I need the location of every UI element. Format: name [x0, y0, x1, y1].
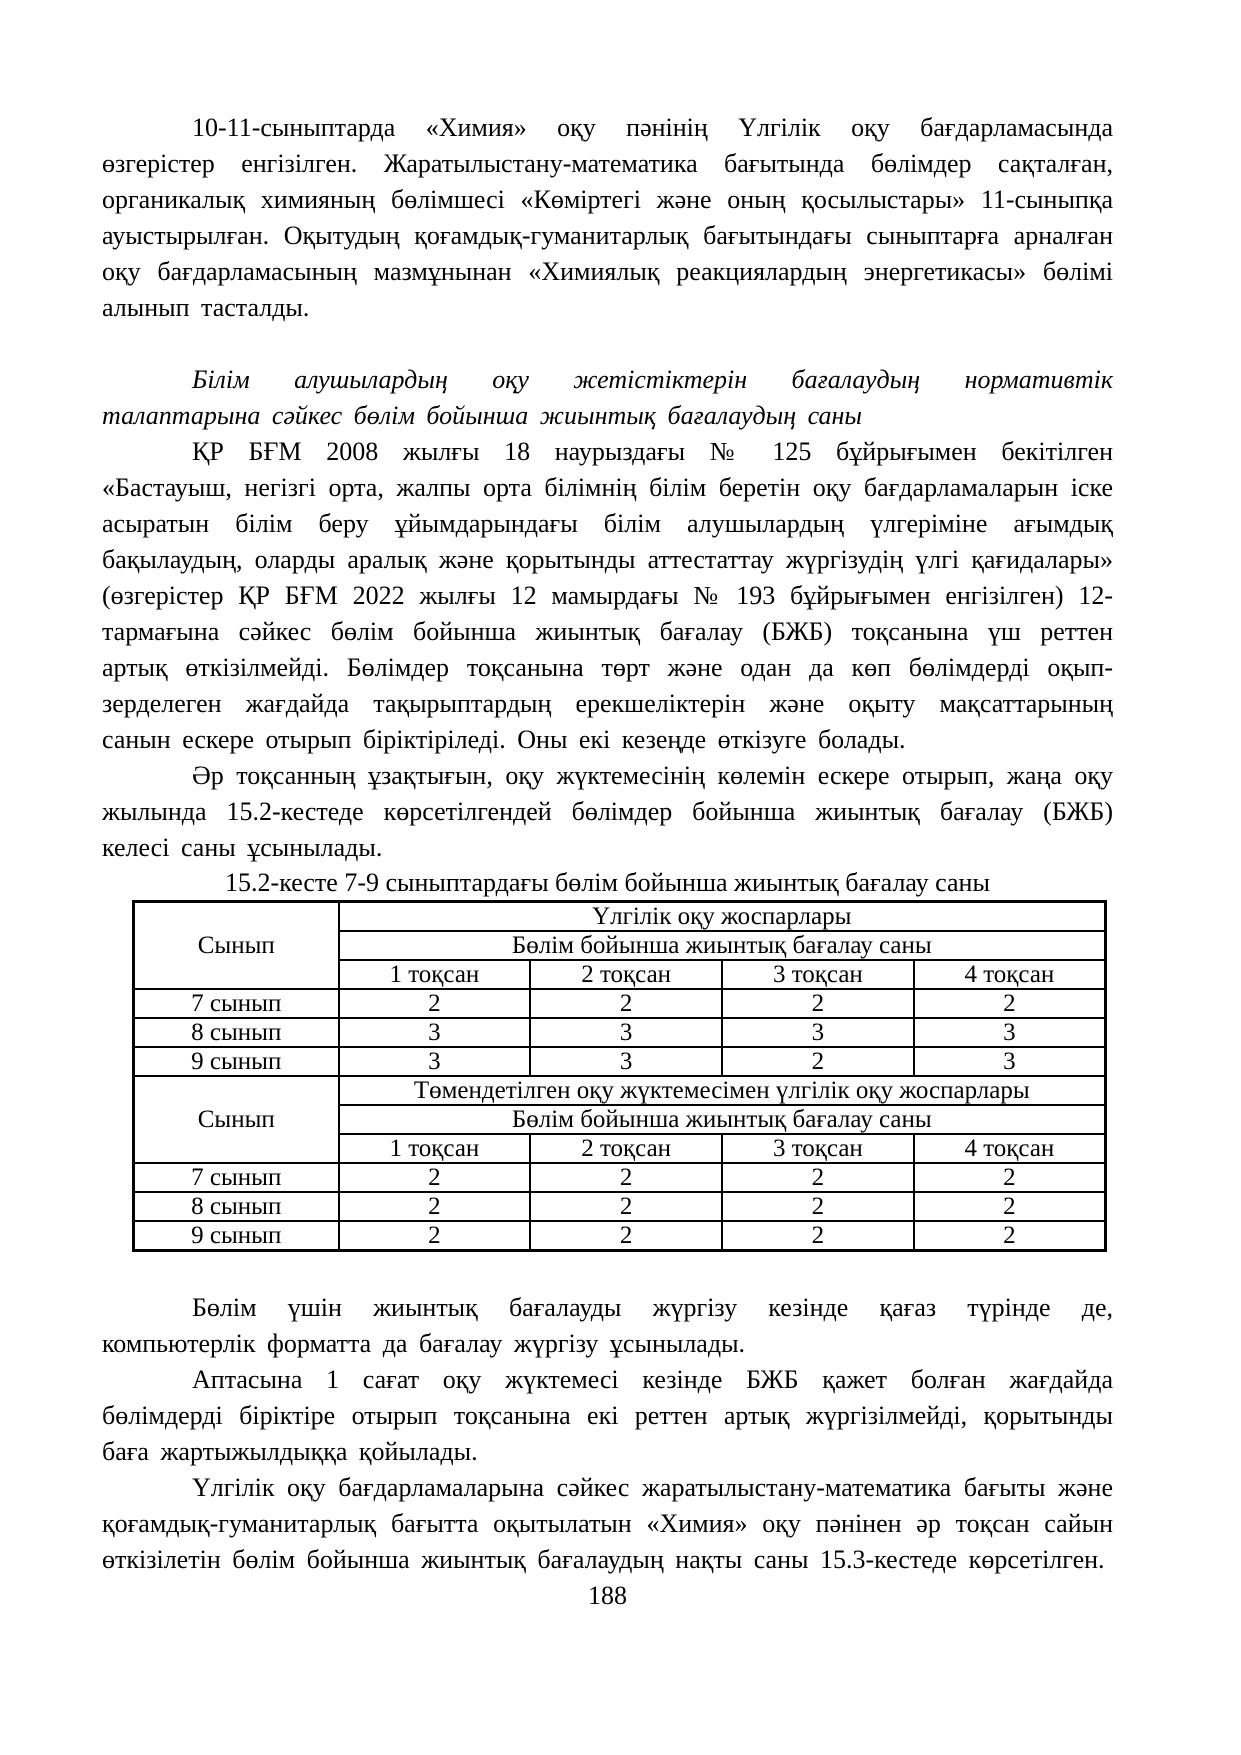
assessment-count-cell: 2: [530, 1163, 722, 1192]
table-row: [134, 1192, 1106, 1221]
normative-heading: Білім алушылардың оқу жетістіктерін бағалаудың нормативтік талаптарына сәйкес бөлім бойынша жиынтық бағалаудың саны: [102, 365, 1113, 430]
class-row-label: 7 сынып: [134, 989, 339, 1018]
assessment-count-cell: 2: [339, 989, 531, 1018]
plan-type-header: Төмендетілген оқу жүктемесімен үлгілік оқу жоспарлары: [339, 1076, 1106, 1105]
assessment-count-cell: 2: [722, 1221, 914, 1251]
plan-type-header: Үлгілік оқу жоспарлары: [339, 902, 1106, 932]
class-column-header: Сынып: [134, 1076, 339, 1163]
assessment-count-cell: 2: [914, 1221, 1106, 1251]
quarter-header: 4 тоқсан: [914, 1134, 1106, 1163]
table-caption: 15.2-кесте 7-9 сыныптардағы бөлім бойынша жиынтық бағалау саны: [225, 868, 990, 897]
assessment-count-cell: 2: [339, 1163, 531, 1192]
table-row: [134, 1047, 1106, 1076]
assessment-count-cell: 2: [530, 989, 722, 1018]
sub-header: Бөлім бойынша жиынтық бағалау саны: [339, 1105, 1106, 1134]
table-row: [134, 1221, 1106, 1251]
table-row: [134, 1163, 1106, 1192]
assessment-count-cell: 2: [914, 989, 1106, 1018]
class-row-label: 8 сынып: [134, 1018, 339, 1047]
assessment-count-cell: 2: [339, 1192, 531, 1221]
assessment-count-cell: 3: [530, 1047, 722, 1076]
quarter-header: 1 тоқсан: [339, 1134, 531, 1163]
final-paragraph: Үлгілік оқу бағдарламаларына сәйкес жаратылыстану-математика бағыты және қоғамдық-гуманитарлық бағытта оқытылатын «Химия» оқу пәнінен әр тоқсан сайын өткізілетін бөлім бойынша жиынтық бағалаудың нақты саны 15.3-кестеде көрсетілген.: [102, 1473, 1113, 1574]
assessment-count-cell: 3: [914, 1047, 1106, 1076]
assessment-count-cell: 3: [339, 1047, 531, 1076]
assessment-count-cell: 2: [339, 1221, 531, 1251]
class-column-header: Сынып: [134, 902, 339, 990]
quarter-header: 2 тоқсан: [530, 1134, 722, 1163]
assessment-count-cell: 3: [530, 1018, 722, 1047]
class-row-label: 9 сынып: [134, 1221, 339, 1251]
table-row: [134, 1076, 1106, 1105]
intro-paragraph: 10-11-сыныптарда «Химия» оқу пәнінің Үлгілік оқу бағдарламасында өзгерістер енгізілген. Жаратылыстану-математика бағытында бөлімдер сақталған, органикалық химияның бөлімшесі «Көміртегі және оның қосылыстары» 11-сыныпқа ауыстырылған. Оқытудың қоғамдық-гуманитарлық бағытындағы сыныптарға арналған оқу бағдарламасының мазмұнынан «Химиялық реакциялардың энергетикасы» бөлімі алынып тасталды.: [102, 113, 1113, 322]
sub-header: Бөлім бойынша жиынтық бағалау саны: [339, 931, 1106, 960]
quarter-header: 4 тоқсан: [914, 960, 1106, 989]
summative-assessment-table: [132, 900, 1107, 1252]
assessment-count-cell: 3: [914, 1018, 1106, 1047]
regulation-paragraph: ҚР БҒМ 2008 жылғы 18 наурыздағы № 125 бұйрығымен бекітілген «Бастауыш, негізгі орта, жалпы орта білімнің білім беретін оқу бағдарламаларын іске асыратын білім беру ұйымдарындағы білім алушылардың үлгеріміне ағымдық бақылаудың, оларды аралық және қорытынды аттестаттау жүргізудің үлгі қағидалары» (өзгерістер ҚР БҒМ 2022 жылғы 12 мамырдағы № 193 бұйрығымен енгізілген) 12-тармағына сәйкес бөлім бойынша жиынтық бағалау (БЖБ) тоқсанына үш реттен артық өткізілмейді. Бөлімдер тоқсанына төрт және одан да көп бөлімдерді оқып-зерделеген жағдайда тақырыптардың ерекшеліктерін және оқыту мақсаттарының санын ескере отырып біріктіріледі. Оны екі кезеңде өткізуге болады.: [102, 437, 1113, 754]
assessment-count-cell: 2: [722, 1192, 914, 1221]
weekly-load-paragraph: Аптасына 1 сағат оқу жүктемесі кезінде БЖБ қажет болған жағдайда бөлімдерді біріктіре отырып тоқсанына екі реттен артық жүргізілмейді, қорытынды баға жартыжылдыққа қойылады.: [102, 1365, 1113, 1466]
assessment-count-cell: 2: [530, 1192, 722, 1221]
quarter-header: 2 тоқсан: [530, 960, 722, 989]
assessment-count-cell: 2: [914, 1163, 1106, 1192]
quarter-header: 3 тоқсан: [722, 960, 914, 989]
quarter-header: 3 тоқсан: [722, 1134, 914, 1163]
assessment-count-cell: 2: [530, 1221, 722, 1251]
assessment-count-cell: 3: [339, 1018, 531, 1047]
class-row-label: 8 сынып: [134, 1192, 339, 1221]
quarter-header: 1 тоқсан: [339, 960, 531, 989]
table-row: [134, 1018, 1106, 1047]
class-row-label: 9 сынып: [134, 1047, 339, 1076]
paper-format-paragraph: Бөлім үшін жиынтық бағалауды жүргізу кезінде қағаз түрінде де, компьютерлік форматта да бағалау жүргізу ұсынылады.: [102, 1293, 1113, 1358]
assessment-count-cell: 3: [722, 1018, 914, 1047]
table-row: [134, 902, 1106, 932]
assessment-count-cell: 2: [722, 1047, 914, 1076]
table-row: [134, 989, 1106, 1018]
page-number: 188: [588, 1581, 627, 1610]
class-row-label: 7 сынып: [134, 1163, 339, 1192]
assessment-count-cell: 2: [914, 1192, 1106, 1221]
assessment-count-cell: 2: [722, 1163, 914, 1192]
quarter-duration-paragraph: Әр тоқсанның ұзақтығын, оқу жүктемесінің көлемін ескере отырып, жаңа оқу жылында 15.2-кестеде көрсетілгендей бөлімдер бойынша жиынтық бағалау (БЖБ) келесі саны ұсынылады.: [102, 761, 1113, 862]
assessment-count-cell: 2: [722, 989, 914, 1018]
